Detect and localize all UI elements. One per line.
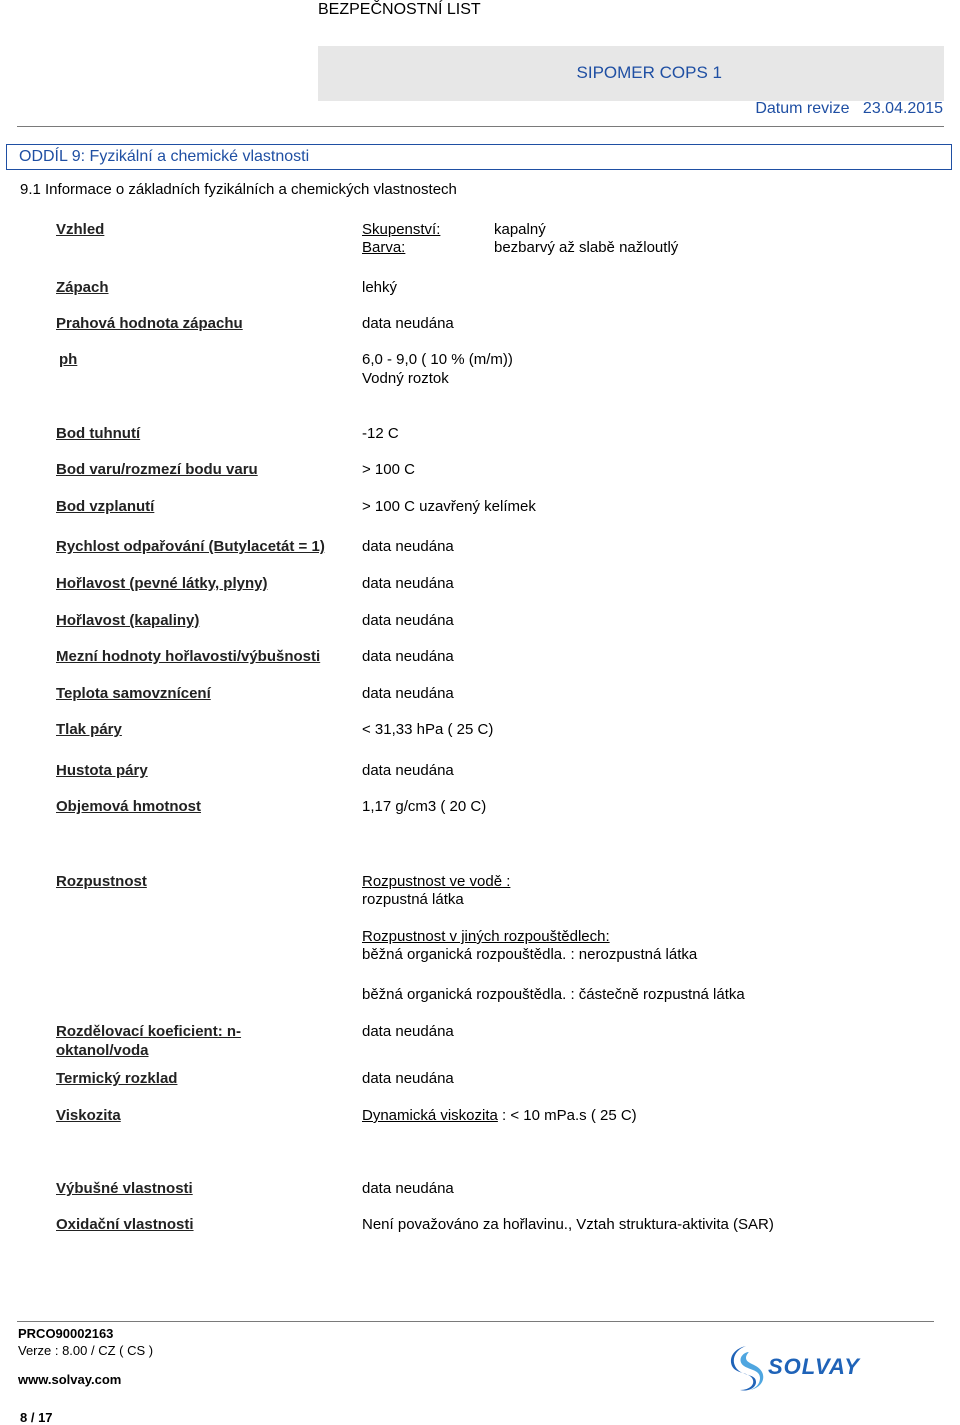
subsection-title: 9.1 Informace o základních fyzikálních a chemických vlastnostech [20, 181, 457, 198]
label-flammability-liquid: Hořlavost (kapaliny) [56, 612, 200, 629]
value-flammability-solid: data neudána [362, 575, 454, 592]
solvay-logo-mark [726, 1340, 861, 1395]
value-explosive: data neudána [362, 1180, 454, 1197]
value-partition: data neudána [362, 1023, 454, 1040]
label-evaporation-rate: Rychlost odpařování (Butylacetát = 1) [56, 538, 325, 555]
label-decomposition: Termický rozklad [56, 1070, 178, 1087]
value-odor: lehký [362, 279, 398, 296]
state-label: Skupenství: [362, 221, 441, 238]
value-explosion-limits: data neudána [362, 648, 454, 665]
value-decomposition: data neudána [362, 1070, 454, 1087]
logo-wordmark: SOLVAY [768, 1354, 860, 1379]
label-boiling-point: Bod varu/rozmezí bodu varu [56, 461, 258, 478]
solubility-other-value-2: běžná organická rozpouštědla. : částečně rozpustná látka [362, 986, 745, 1003]
value-freezing-point: -12 C [362, 425, 399, 442]
label-odor-threshold: Prahová hodnota zápachu [56, 315, 243, 332]
value-odor-threshold: data neudána [362, 315, 454, 332]
solubility-other-label: Rozpustnost v jiných rozpouštědlech: [362, 928, 610, 945]
color-value: bezbarvý až slabě nažloutlý [494, 239, 679, 256]
label-freezing-point: Bod tuhnutí [56, 425, 141, 442]
label-solubility: Rozpustnost [56, 873, 147, 890]
footer-divider [17, 1321, 934, 1322]
label-autoignition: Teplota samovznícení [56, 685, 211, 702]
label-explosion-limits: Mezní hodnoty hořlavosti/výbušnosti [56, 648, 321, 665]
value-autoignition: data neudána [362, 685, 454, 702]
label-bulk-density: Objemová hmotnost [56, 798, 202, 815]
label-vapor-pressure: Tlak páry [56, 721, 122, 738]
value-evaporation-rate: data neudána [362, 538, 454, 555]
header-divider [17, 126, 944, 127]
product-name: SIPOMER COPS 1 [576, 63, 722, 82]
label-flash-point: Bod vzplanutí [56, 498, 155, 515]
value-viscosity [362, 1107, 637, 1124]
value-ph-note: Vodný roztok [362, 370, 449, 387]
website-link[interactable]: www.solvay.com [18, 1372, 122, 1387]
doc-version: Verze : 8.00 / CZ ( CS ) [18, 1343, 154, 1358]
solubility-other-value-1: běžná organická rozpouštědla. : nerozpustná látka [362, 946, 698, 963]
value-boiling-point: > 100 C [362, 461, 415, 478]
label-explosive: Výbušné vlastnosti [56, 1180, 193, 1197]
revision-label: Datum revize [755, 100, 850, 117]
value-ph: 6,0 - 9,0 ( 10 % (m/m)) [362, 351, 513, 368]
label-partition-line-2: oktanol/voda [56, 1042, 149, 1059]
revision-date [755, 100, 943, 118]
label-appearance: Vzhled [56, 221, 105, 238]
revision-date-value: 23.04.2015 [862, 100, 943, 117]
value-vapor-pressure: < 31,33 hPa ( 25 C) [362, 721, 494, 738]
doc-code: PRCO90002163 [18, 1326, 114, 1341]
label-flammability-solid: Hořlavost (pevné látky, plyny) [56, 575, 268, 592]
value-vapor-density: data neudána [362, 762, 454, 779]
viscosity-value: : < 10 mPa.s ( 25 C) [497, 1107, 637, 1124]
section-title: ODDÍL 9: Fyzikální a chemické vlastnosti [19, 148, 310, 165]
solubility-water-label: Rozpustnost ve vodě : [362, 873, 511, 890]
value-flash-point: > 100 C uzavřený kelímek [362, 498, 536, 515]
solvay-logo [726, 1340, 861, 1395]
state-value: kapalný [494, 221, 546, 238]
value-oxidizing: Není považováno za hořlavinu., Vztah struktura-aktivita (SAR) [362, 1216, 774, 1233]
value-flammability-liquid: data neudána [362, 612, 454, 629]
label-odor: Zápach [56, 279, 109, 296]
label-oxidizing: Oxidační vlastnosti [56, 1216, 194, 1233]
label-ph: ph [59, 351, 78, 368]
page-number: 8 / 17 [20, 1410, 53, 1425]
label-viscosity: Viskozita [56, 1107, 121, 1124]
label-partition-line-1: Rozdělovací koeficient: n- [56, 1023, 242, 1040]
solubility-water-value: rozpustná látka [362, 891, 464, 908]
label-vapor-density: Hustota páry [56, 762, 148, 779]
color-label: Barva: [362, 239, 406, 256]
value-bulk-density: 1,17 g/cm3 ( 20 C) [362, 798, 487, 815]
viscosity-type: Dynamická viskozita [362, 1107, 498, 1124]
document-title: BEZPEČNOSTNÍ LIST [318, 1, 481, 18]
section-header [6, 144, 952, 170]
